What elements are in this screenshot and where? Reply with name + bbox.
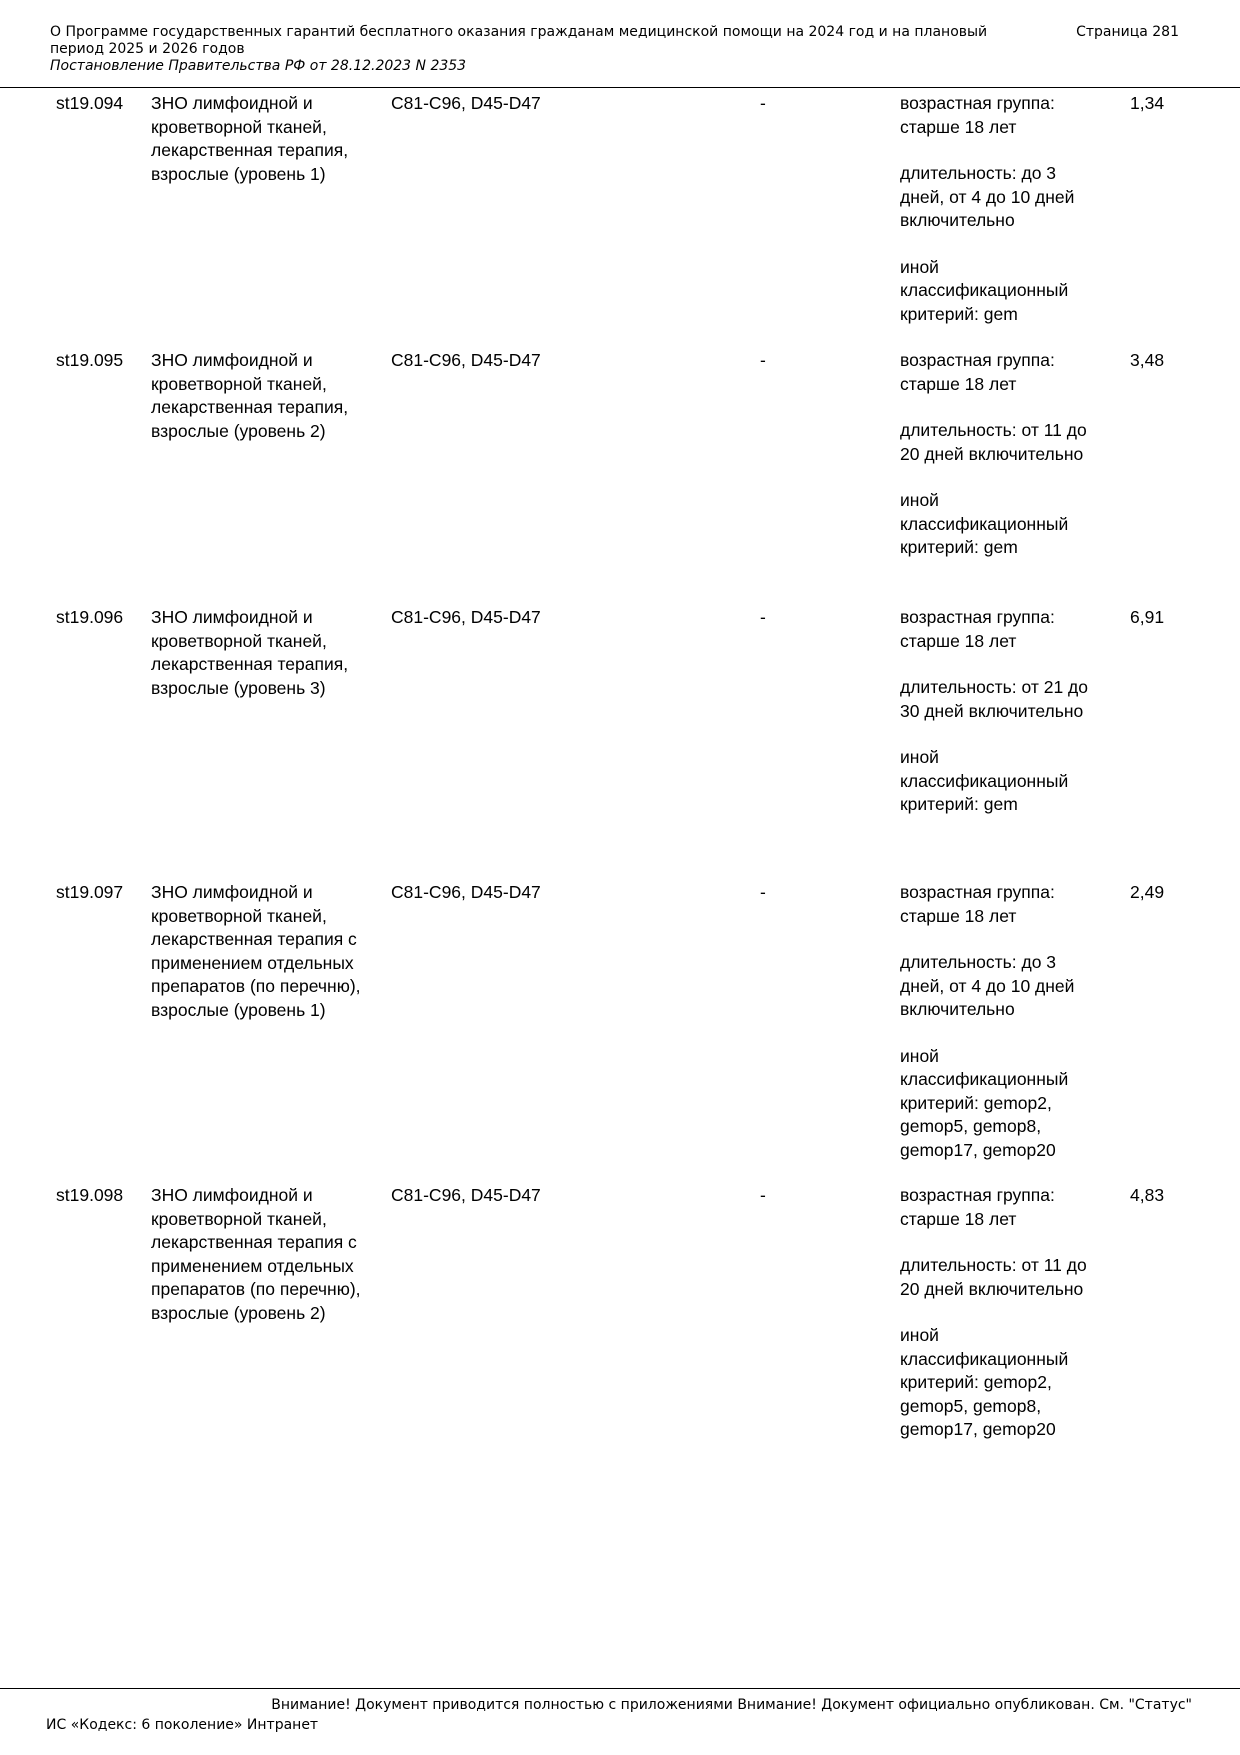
criterion-duration: длительность: до 3 дней, от 4 до 10 дней включительно (900, 163, 1075, 230)
row-criteria (900, 349, 1105, 560)
row-service-code: - (760, 1185, 766, 1205)
footer-divider (0, 1688, 1240, 1689)
row-service-code: - (760, 607, 766, 627)
row-code: st19.095 (56, 350, 124, 370)
criterion-age: возрастная группа: старше 18 лет (900, 93, 1055, 137)
row-coefficient: 2,49 (1130, 882, 1165, 902)
criterion-age: возрастная группа: старше 18 лет (900, 607, 1055, 651)
criterion-other: иной классификационный критерий: gem (900, 747, 1069, 814)
row-service-code: - (760, 93, 766, 113)
criterion-other: иной классификационный критерий: gem (900, 256, 1069, 324)
row-criteria (900, 1184, 1105, 1442)
row-name: ЗНО лимфоидной и кроветворной тканей, лекарственная терапия, взрослые (уровень 1) (151, 93, 349, 184)
row-icd-codes: C81-C96, D45-D47 (391, 1185, 541, 1205)
criterion-duration: длительность: от 11 до 20 дней включительно (900, 1255, 1087, 1299)
row-criteria (900, 881, 1105, 1162)
row-coefficient: 3,48 (1130, 350, 1165, 370)
criterion-duration: длительность: от 11 до 20 дней включительно (900, 420, 1087, 464)
row-code: st19.096 (56, 607, 124, 627)
criterion-other: иной классификационный критерий: gemop2, gemop5, gemop8, gemop17, gemop20 (900, 1325, 1069, 1439)
row-service-code: - (760, 350, 766, 370)
criterion-duration: длительность: до 3 дней, от 4 до 10 дней включительно (900, 952, 1075, 1019)
row-service-code: - (760, 882, 766, 902)
footer-system-name: ИС «Кодекс: 6 поколение» Интранет (46, 1717, 319, 1733)
row-coefficient: 4,83 (1130, 1185, 1165, 1205)
footer-notice: Внимание! Документ приводится полностью с приложениями Внимание! Документ официально опубликован. См. "Статус" (271, 1697, 1192, 1713)
row-code: st19.094 (56, 93, 124, 113)
row-coefficient: 6,91 (1130, 607, 1165, 627)
row-name: ЗНО лимфоидной и кроветворной тканей, лекарственная терапия с применением отдельных препаратов (по перечню), взрослые (уровень 1) (151, 882, 361, 1020)
criterion-duration: длительность: от 21 до 30 дней включительно (900, 677, 1088, 721)
page-number: Страница 281 (1076, 24, 1179, 40)
row-icd-codes: C81-C96, D45-D47 (391, 882, 541, 902)
row-icd-codes: C81-C96, D45-D47 (391, 607, 541, 627)
decree-reference: Постановление Правительства РФ от 28.12.2023 N 2353 (50, 58, 467, 74)
row-code: st19.097 (56, 882, 124, 902)
row-name: ЗНО лимфоидной и кроветворной тканей, лекарственная терапия, взрослые (уровень 2) (151, 350, 349, 441)
row-coefficient: 1,34 (1130, 93, 1165, 113)
row-icd-codes: C81-C96, D45-D47 (391, 350, 541, 370)
row-name: ЗНО лимфоидной и кроветворной тканей, лекарственная терапия с применением отдельных препаратов (по перечню), взрослые (уровень 2) (151, 1185, 361, 1323)
row-code: st19.098 (56, 1185, 124, 1205)
row-criteria (900, 606, 1105, 817)
document-title: О Программе государственных гарантий бесплатного оказания гражданам медицинской помощи на 2024 год и на плановый период 2025 и 2026 годов (50, 24, 988, 57)
criterion-age: возрастная группа: старше 18 лет (900, 1185, 1055, 1229)
criterion-age: возрастная группа: старше 18 лет (900, 882, 1055, 926)
criterion-other: иной классификационный критерий: gem (900, 490, 1069, 557)
criterion-age: возрастная группа: старше 18 лет (900, 350, 1055, 394)
row-name: ЗНО лимфоидной и кроветворной тканей, лекарственная терапия, взрослые (уровень 3) (151, 607, 349, 698)
row-icd-codes: C81-C96, D45-D47 (391, 93, 541, 113)
criterion-other: иной классификационный критерий: gemop2, gemop5, gemop8, gemop17, gemop20 (900, 1045, 1069, 1160)
header-divider (0, 87, 1240, 88)
row-criteria (900, 92, 1105, 326)
